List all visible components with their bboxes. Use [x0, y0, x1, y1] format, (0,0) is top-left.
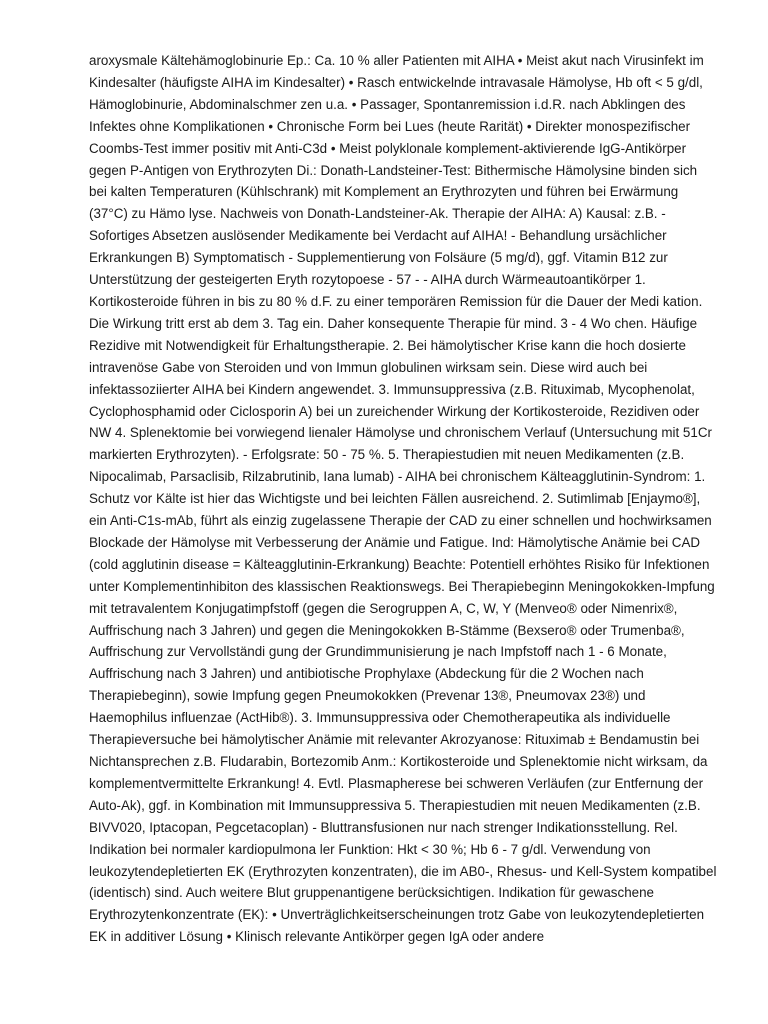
- body-text: aroxysmale Kältehämoglobinurie Ep.: Ca. 10 % aller Patienten mit AIHA • Meist akut nach Virusinfekt im Kindesalter (häufigste AIHA im Kindesalter) • Rasch entwickelnde intravasale Hämolyse, Hb oft < 5 g/dl, Hämoglobinurie, Abdominalschmer zen u.a. • Passager, Spontanremission i.d.R. nach Abklingen des Infektes ohne Komplikationen • Chronische Form bei Lues (heute Rarität) • Direkter monospezifischer Coombs-Test immer positiv mit Anti-C3d • Meist polyklonale komplement-aktivierende IgG-Antikörper gegen P-Antigen von Erythrozyten Di.: Donath-Landsteiner-Test: Bithermische Hämolysine binden sich bei kalten Temperaturen (Kühlschrank) mit Komplement an Erythrozyten und führen bei Erwärmung (37°C) zu Hämo lyse. Nachweis von Donath-Landsteiner-Ak. Therapie der AIHA: A) Kausal: z.B. - Sofortiges Absetzen auslösender Medikamente bei Verdacht auf AIHA! - Behandlung ursächlicher Erkrankungen B) Symptomatisch - Supplementierung von Folsäure (5 mg/d), ggf. Vitamin B12 zur Unterstützung der gesteigerten Eryth rozytopoese - 57 - - AIHA durch Wärmeautoantikörper 1. Kortikosteroide führen in bis zu 80 % d.F. zu einer temporären Remission für die Dauer der Medi kation. Die Wirkung tritt erst ab dem 3. Tag ein. Daher konsequente Therapie für mind. 3 - 4 Wo chen. Häufige Rezidive mit Notwendigkeit für Erhaltungstherapie. 2. Bei hämolytischer Krise kann die hoch dosierte intravenöse Gabe von Steroiden und von Immun globulinen wirksam sein. Diese wird auch bei infektassoziierter AIHA bei Kindern angewendet. 3. Immunsuppressiva (z.B. Rituximab, Mycophenolat, Cyclophosphamid oder Ciclosporin A) bei un zureichender Wirkung der Kortikosteroide, Rezidiven oder NW 4. Splenektomie bei vorwiegend lienaler Hämolyse und chronischem Verlauf (Untersuchung mit 51Cr markierten Erythrozyten). - Erfolgsrate: 50 - 75 %. 5. Therapiestudien mit neuen Medikamenten (z.B. Nipocalimab, Parsaclisib, Rilzabrutinib, Iana lumab) - AIHA bei chronischem Kälteagglutinin-Syndrom: 1. Schutz vor Kälte ist hier das Wichtigste und bei leichten Fällen ausreichend. 2. Sutimlimab [Enjaymo®], ein Anti-C1s-mAb, führt als einzig zugelassene Therapie der CAD zu einer schnellen und hochwirksamen Blockade der Hämolyse mit Verbesserung der Anämie und Fatigue. Ind: Hämolytische Anämie bei CAD (cold agglutinin disease = Kälteagglutinin-Erkrankung) Beachte: Potentiell erhöhtes Risiko für Infektionen unter Komplementinhibiton des klassischen Reaktionswegs. Bei Therapiebeginn Meningokokken-Impfung mit tetravalentem Konjugatimpfstoff (gegen die Serogruppen A, C, W, Y (Menveo® oder Nimenrix®, Auffrischung nach 3 Jahren) und gegen die Meningokokken B-Stämme (Bexsero® oder Trumenba®, Auffrischung zur Vervollständi gung der Grundimmunisierung je nach Impfstoff nach 1 - 6 Monate, Auffrischung nach 3 Jahren) und antibiotische Prophylaxe (Abdeckung für die 2 Wochen nach Therapiebeginn), sowie Impfung gegen Pneumokokken (Prevenar 13®, Pneumovax 23®) und Haemophilus influenzae (ActHib®). 3. Immunsuppressiva oder Chemotherapeutika als individuelle Therapieversuche bei hämolytischer Anämie mit relevanter Akrozyanose: Rituximab ± Bendamustin bei Nichtansprechen z.B. Fludarabin, Bortezomib Anm.: Kortikosteroide und Splenektomie nicht wirksam, da komplementvermittelte Erkrankung! 4. Evtl. Plasmapherese bei schweren Verläufen (zur Entfernung der Auto-Ak), ggf. in Kombination mit Immunsuppressiva 5. Therapiestudien mit neuen Medikamenten (z.B. BIVV020, Iptacopan, Pegcetacoplan) - Bluttransfusionen nur nach strenger Indikationsstellung. Rel. Indikation bei normaler kardiopulmona ler Funktion: Hkt < 30 %; Hb 6 - 7 g/dl. Verwendung von leukozytendepletierten EK (Erythrozyten konzentraten), die im AB0-, Rhesus- und Kell-System kompatibel (identisch) sind. Auch weitere Blut gruppenantigene berücksichtigen. Indikation für gewaschene Erythrozytenkonzentrate (EK): • Unverträglichkeitserscheinungen trotz Gabe von leukozytendepletierten EK in additiver Lösung • Klinisch relevante Antikörper gegen IgA oder andere: [89, 53, 717, 945]
- document-page: [89, 50, 717, 948]
